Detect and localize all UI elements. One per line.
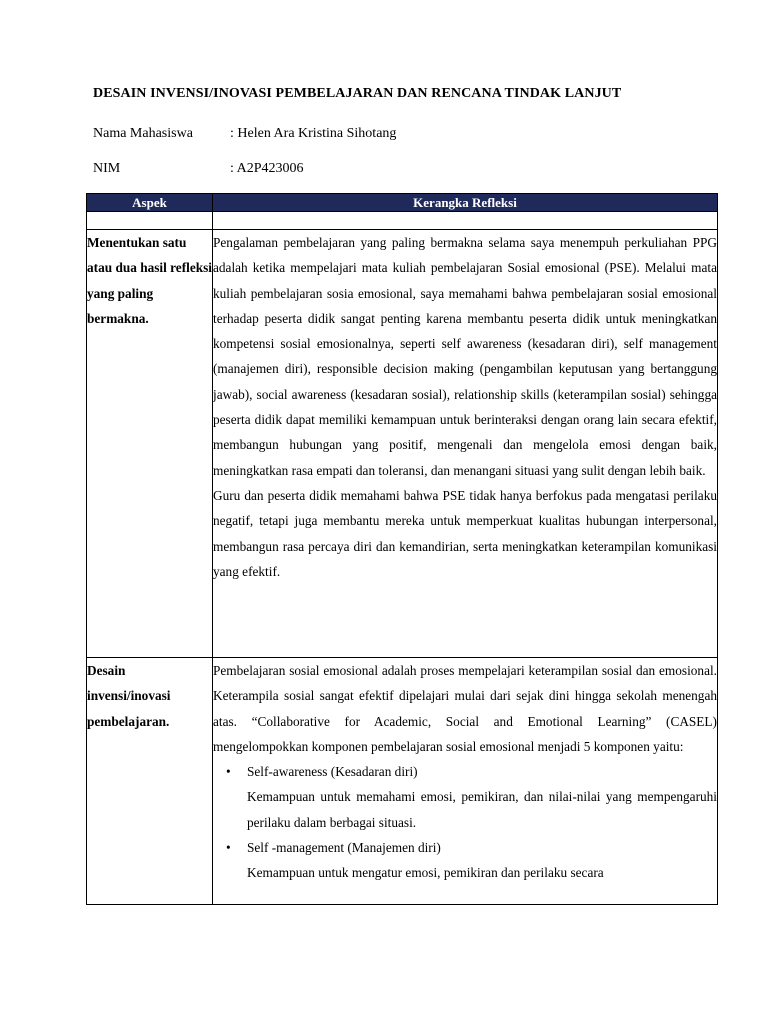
reflection-table (86, 193, 718, 905)
table-empty-row (87, 212, 718, 230)
aspect-cell: Menentukan satu atau dua hasil refleksi yang paling bermakna. (87, 230, 213, 658)
empty-cell (213, 212, 718, 230)
bullet-icon: • (226, 764, 231, 780)
header-aspect: Aspek (87, 194, 213, 212)
list-item (213, 759, 717, 835)
component-name: Self-awareness (Kesadaran diri) (247, 764, 418, 780)
aspect-cell: Desain invensi/inovasi pembelajaran. (87, 658, 213, 905)
table-row (87, 658, 718, 905)
table-row (87, 230, 718, 658)
component-name: Self -management (Manajemen diri) (247, 840, 441, 856)
table-header-row (87, 194, 718, 212)
student-nim-label: NIM (93, 161, 121, 176)
empty-cell (87, 212, 213, 230)
header-framework: Kerangka Refleksi (213, 194, 718, 212)
student-name-label: Nama Mahasiswa (93, 126, 193, 141)
design-intro: Pembelajaran sosial emosional adalah proses mempelajari keterampilan sosial dan emosional. Keterampila sosial sangat efektif dipelajari mulai dari sejak dini hingga sekolah menengah atas. “Collaborative for Academic, Social and Emotional Learning” (CASEL) mengelompokkan komponen pembelajaran sosial emosional menjadi 5 komponen yaitu: (213, 663, 717, 754)
reflection-paragraph: Pengalaman pembelajaran yang paling bermakna selama saya menempuh perkuliahan PPG adalah ketika mempelajari mata kuliah pembelajaran Sosial emosional (PSE). Melalui mata kuliah pembelajaran sosia emosional, saya memahami bahwa pembelajaran sosial emosional terhadap peserta didik sangat penting karena membantu peserta didik untuk meningkatkan kompetensi sosial emosionalnya, seperti self awareness (kesadaran diri), self management (manajemen diri), responsible decision making (pengambilan keputusan yang bertanggung jawab), social awareness (kesadaran sosial), relationship skills (keterampilan sosial) sehingga peserta didik dapat memiliki kemampuan untuk berinteraksi dengan orang lain secara efektif, membangun hubungan yang positif, mengenali dan mengelola emosi dengan baik, meningkatkan rasa empati dan toleransi, dan menangani situasi yang sulit dengan lebih baik. (213, 235, 717, 478)
bullet-icon: • (226, 840, 231, 856)
reflection-cell (213, 230, 718, 658)
list-item (213, 835, 717, 886)
student-name-value: : Helen Ara Kristina Sihotang (230, 126, 397, 141)
reflection-paragraph: Guru dan peserta didik memahami bahwa PSE tidak hanya berfokus pada mengatasi perilaku negatif, tetapi juga membantu mereka untuk memperkuat kualitas hubungan interpersonal, membangun rasa percaya diri dan kemandirian, serta meningkatkan keterampilan komunikasi yang efektif. (213, 487, 717, 579)
component-list (213, 759, 717, 885)
component-desc: Kemampuan untuk memahami emosi, pemikiran, dan nilai-nilai yang mempengaruhi perilaku dalam berbagai situasi. (247, 789, 717, 830)
design-cell (213, 658, 718, 905)
student-nim-value: : A2P423006 (230, 161, 304, 176)
component-desc: Kemampuan untuk mengatur emosi, pemikiran dan perilaku secara (247, 865, 604, 881)
document-title: DESAIN INVENSI/INOVASI PEMBELAJARAN DAN RENCANA TINDAK LANJUT (93, 86, 622, 101)
